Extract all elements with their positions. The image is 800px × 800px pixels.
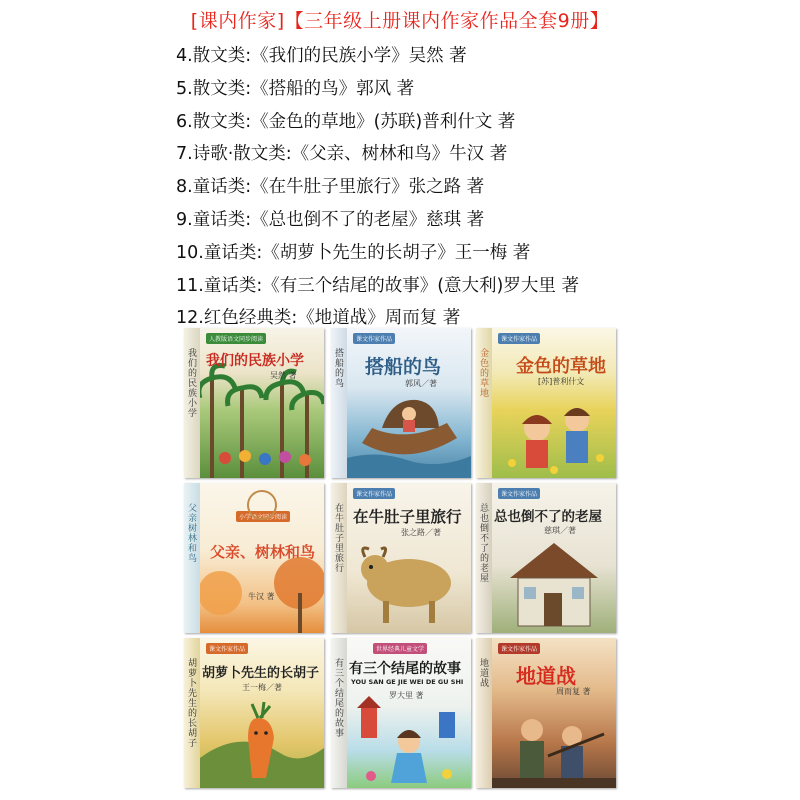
spine-title: 父亲树林和鸟 [186, 503, 196, 563]
cover-badge: 课文作家作品 [206, 643, 248, 654]
book-cover-grid [184, 328, 618, 792]
spine-title: 金色的草地 [478, 348, 488, 398]
list-item: 6.散文类:《金色的草地》(苏联)普利什文 著 [176, 111, 516, 132]
list-item: 12.红色经典类:《地道战》周而复 著 [176, 308, 461, 329]
cover-title: 有三个结尾的故事 [349, 661, 461, 677]
cover-author: 周而复 著 [556, 687, 591, 696]
meadow-children-illustration [492, 328, 616, 478]
book-cover-4 [184, 483, 324, 633]
cover-author: 慈琪／著 [544, 526, 576, 535]
cover-author: 张之路／著 [401, 528, 441, 537]
cover-title: 父亲、树林和鸟 [210, 543, 316, 561]
cover-title: 胡萝卜先生的长胡子 [202, 666, 320, 681]
boat-illustration [347, 328, 471, 478]
spine-title: 搭船的鸟 [333, 348, 343, 388]
spine-title: 地道战 [478, 658, 488, 688]
cover-badge: 人教版语文同步阅读 [206, 333, 266, 344]
book-cover-9 [476, 638, 616, 788]
spine-title: 我们的民族小学 [186, 348, 196, 418]
cover-title: 总也倒不了的老屋 [494, 509, 602, 525]
list-item: 10.童话类:《胡萝卜先生的长胡子》王一梅 著 [176, 242, 531, 263]
book-list [176, 40, 579, 335]
cover-pinyin: YOU SAN GE JIE WEI DE GU SHI [351, 678, 464, 686]
carrot-man-illustration [200, 638, 324, 788]
list-item: 11.童话类:《有三个结尾的故事》(意大利)罗大里 著 [176, 275, 579, 296]
spine-title: 有三个结尾的故事 [333, 658, 343, 738]
book-cover-8 [331, 638, 471, 788]
list-item: 4.散文类:《我们的民族小学》吴然 著 [176, 46, 467, 66]
book-cover-6 [476, 483, 616, 633]
spine-title: 总也倒不了的老屋 [478, 503, 488, 583]
cover-badge: 课文作家作品 [498, 643, 540, 654]
book-cover-5 [331, 483, 471, 633]
cover-title: 我们的民族小学 [206, 353, 304, 369]
cover-title: 金色的草地 [516, 356, 606, 377]
cover-title: 在牛肚子里旅行 [353, 507, 462, 526]
cover-badge: 课文作家作品 [498, 488, 540, 499]
old-house-illustration [492, 483, 616, 633]
book-cover-2 [331, 328, 471, 478]
cover-badge: 小学语文同步阅读 [236, 511, 290, 522]
spine-title: 在牛肚子里旅行 [333, 503, 343, 573]
cover-author: 王一梅／著 [242, 683, 282, 692]
girl-garden-illustration [347, 638, 471, 788]
cover-badge: 课文作家作品 [498, 333, 540, 344]
book-cover-1 [184, 328, 324, 478]
soldiers-illustration [492, 638, 616, 788]
cover-author: 牛汉 著 [248, 592, 275, 601]
list-item: 5.散文类:《搭船的鸟》郭风 著 [176, 78, 415, 99]
list-item: 9.童话类:《总也倒不了的老屋》慈琪 著 [176, 209, 485, 230]
book-cover-7 [184, 638, 324, 788]
cover-badge: 课文作家作品 [353, 488, 395, 499]
cover-badge: 世界经典儿童文学 [373, 643, 427, 654]
cover-title: 地道战 [516, 664, 576, 688]
cover-badge: 课文作家作品 [353, 333, 395, 344]
cover-author: [苏]普利什文 [538, 377, 585, 386]
list-item: 7.诗歌·散文类:《父亲、树林和鸟》牛汉 著 [176, 144, 508, 165]
cover-author: 罗大里 著 [389, 691, 424, 700]
spine-title: 胡萝卜先生的长胡子 [186, 658, 196, 748]
list-item: 8.童话类:《在牛肚子里旅行》张之路 著 [176, 177, 485, 198]
cow-illustration [347, 483, 471, 633]
cover-author: 吴然 著 [270, 371, 297, 380]
cover-title: 搭船的鸟 [365, 356, 442, 378]
book-cover-3 [476, 328, 616, 478]
page-title: [课内作家]【三年级上册课内作家作品全套9册】 [190, 10, 610, 32]
cover-author: 郭风／著 [405, 379, 437, 388]
